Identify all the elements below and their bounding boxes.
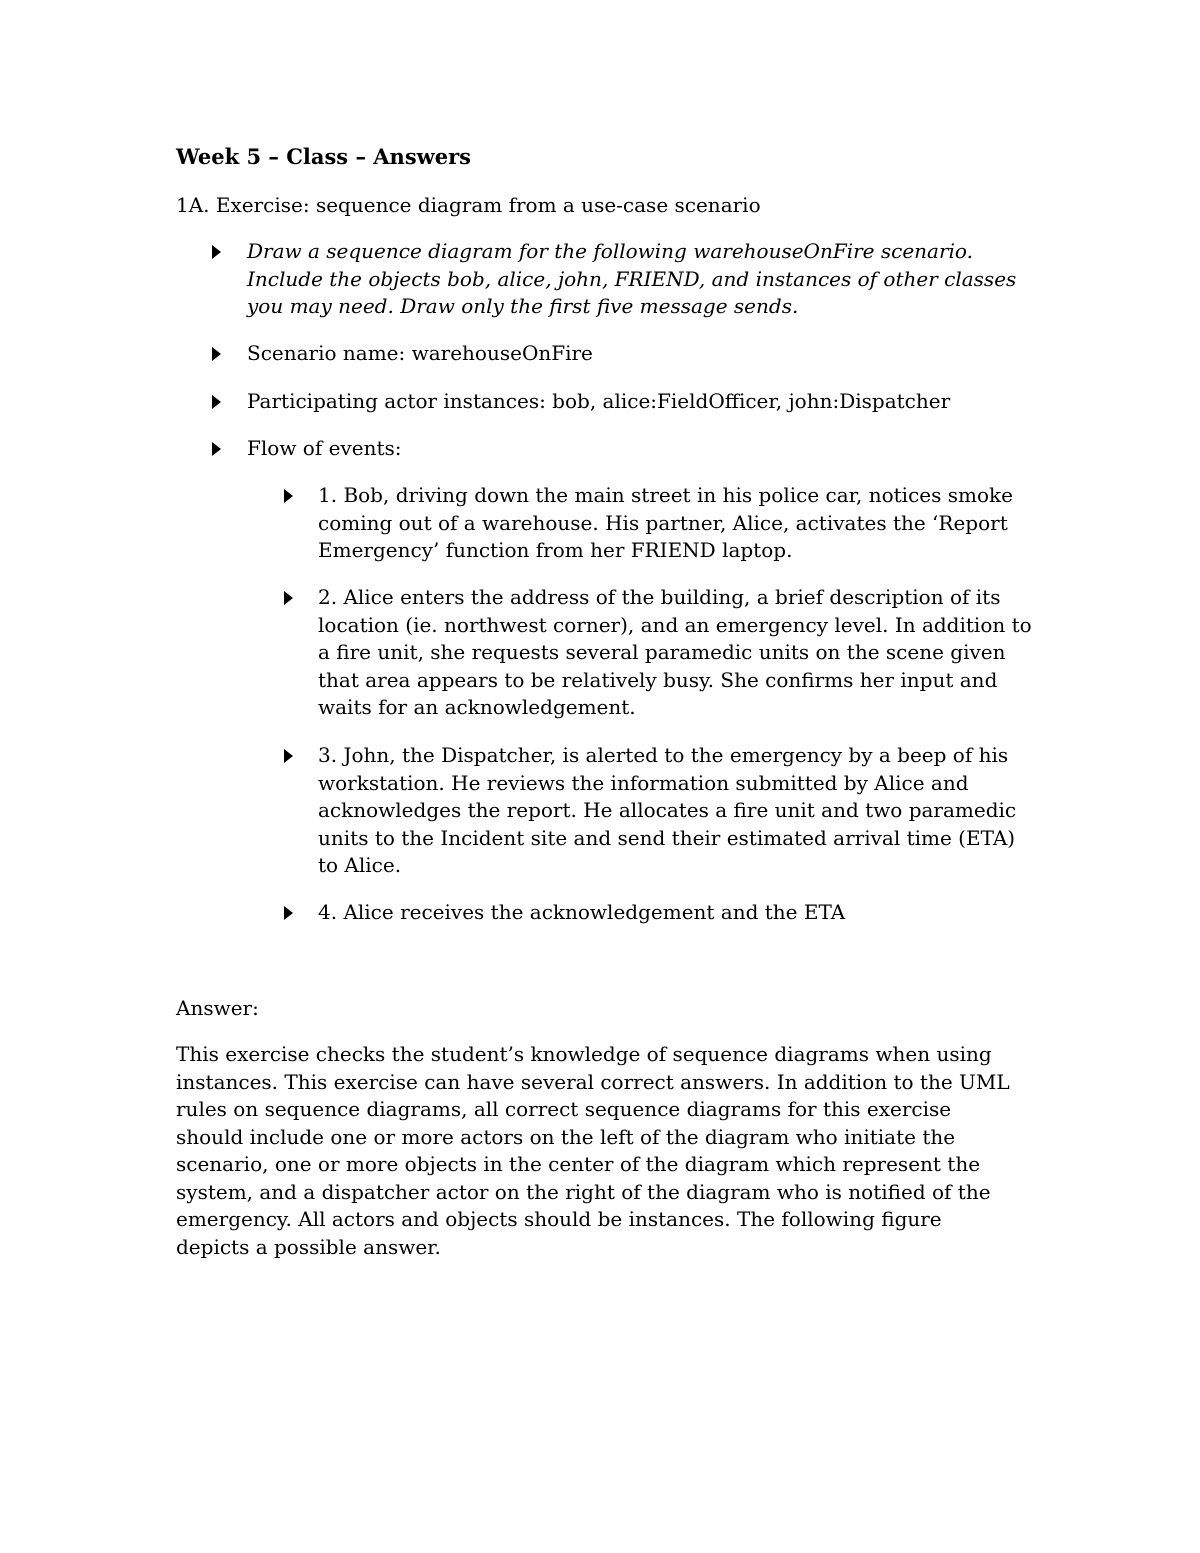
triangle-bullet-icon — [284, 906, 293, 920]
event-item-2 — [284, 584, 1038, 722]
bullet-text: Draw a sequence diagram for the following warehouseOnFire scenario. Include the objects bob, alice, john, FRIEND, and instances of other classes you may need. Draw only the first five message sends. — [247, 239, 1017, 318]
triangle-bullet-icon — [212, 245, 221, 259]
triangle-bullet-icon — [284, 749, 293, 763]
bullet-item-flow-of-events — [212, 435, 1037, 463]
event-text: 1. Bob, driving down the main street in his police car, notices smoke coming out of a warehouse. His partner, Alice, activates the ‘Report Emergency’ function from her FRIEND laptop. — [318, 483, 1013, 562]
answer-body: This exercise checks the student’s knowledge of sequence diagrams when using instances. This exercise can have several correct answers. In addition to the UML rules on sequence diagrams, all correct sequence diagrams for this exercise should include one or more actors on the left of the diagram who initiate the scenario, one or more objects in the center of the diagram which represent the system, and a dispatcher actor on the right of the diagram who is notified of the emergency. All actors and objects should be instances. The following figure depicts a possible answer. — [176, 1042, 1010, 1259]
event-item-3 — [284, 742, 1038, 880]
triangle-bullet-icon — [284, 489, 293, 503]
bullet-text: Scenario name: warehouseOnFire — [247, 341, 593, 365]
event-item-4 — [284, 899, 1038, 927]
bullet-item-scenario-name — [212, 340, 1037, 368]
triangle-bullet-icon — [284, 591, 293, 605]
triangle-bullet-icon — [212, 347, 221, 361]
event-item-1 — [284, 482, 1038, 565]
exercise-heading: 1A. Exercise: sequence diagram from a use-case scenario — [176, 193, 761, 217]
bullet-text: Flow of events: — [247, 436, 402, 460]
triangle-bullet-icon — [212, 395, 221, 409]
bullet-text: Participating actor instances: bob, alice:FieldOfficer, john:Dispatcher — [247, 389, 951, 413]
event-text: 4. Alice receives the acknowledgement and the ETA — [318, 900, 846, 924]
triangle-bullet-icon — [212, 442, 221, 456]
bullet-item-instructions — [212, 238, 1037, 321]
page-title: Week 5 – Class – Answers — [176, 144, 471, 169]
event-text: 3. John, the Dispatcher, is alerted to the emergency by a beep of his workstation. He reviews the information submitted by Alice and acknowledges the report. He allocates a fire unit and two paramedic units to the Incident site and send their estimated arrival time (ETA) to Alice. — [318, 743, 1017, 877]
bullet-item-actors — [212, 388, 1037, 416]
event-text: 2. Alice enters the address of the building, a brief description of its location (ie. northwest corner), and an emergency level. In addition to a fire unit, she requests several paramedic units on the scene given that area appears to be relatively busy. She confirms her input and waits for an acknowledgement. — [318, 585, 1032, 719]
answer-label: Answer: — [176, 996, 259, 1020]
